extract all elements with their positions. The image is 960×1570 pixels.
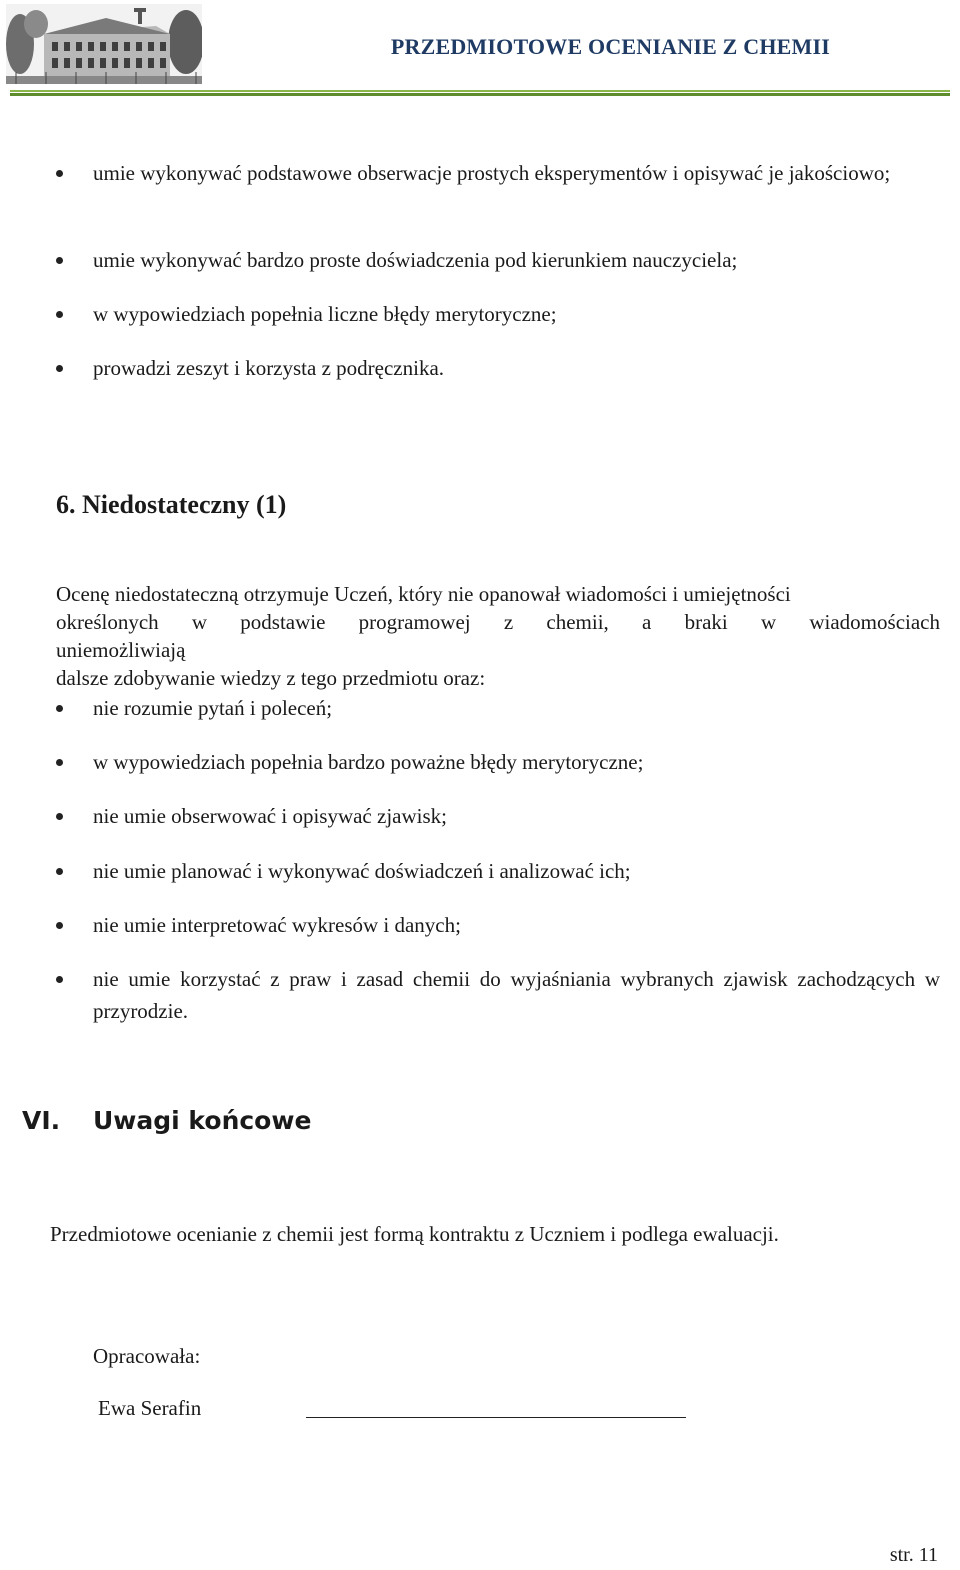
document-header-title: PRZEDMIOTOWE OCENIANIE Z CHEMII bbox=[390, 34, 830, 59]
bullet-icon bbox=[56, 170, 63, 177]
bullet-icon bbox=[56, 705, 63, 712]
section-number: VI. bbox=[22, 1106, 61, 1135]
list-item-text: w wypowiedziach popełnia liczne błędy merytoryczne; bbox=[93, 302, 557, 326]
paragraph-line: uniemożliwiają bbox=[56, 638, 186, 662]
list-item-text: nie umie interpretować wykresów i danych; bbox=[93, 913, 461, 937]
paragraph-line: określonych w podstawie programowej z chemii, a braki w wiadomościach bbox=[56, 610, 940, 634]
list-item-text: prowadzi zeszyt i korzysta z podręcznika. bbox=[93, 356, 445, 380]
bullet-icon bbox=[56, 868, 63, 875]
closing-paragraph: Przedmiotowe ocenianie z chemii jest formą kontraktu z Uczniem i podlega ewaluacji. bbox=[50, 1222, 779, 1246]
bullet-icon bbox=[56, 365, 63, 372]
list-item-text: nie umie planować i wykonywać doświadczeń i analizować ich; bbox=[93, 859, 631, 883]
bullet-icon bbox=[56, 759, 63, 766]
signature-line bbox=[306, 1417, 686, 1418]
list-item-text: nie umie obserwować i opisywać zjawisk; bbox=[93, 804, 447, 828]
list-item-text: w wypowiedziach popełnia bardzo poważne błędy merytoryczne; bbox=[93, 750, 644, 774]
section-heading: Uwagi końcowe bbox=[93, 1106, 312, 1135]
section-heading: 6. Niedostateczny (1) bbox=[56, 490, 287, 519]
author-name: Ewa Serafin bbox=[98, 1396, 202, 1420]
page-number: str. 11 bbox=[889, 1544, 938, 1566]
bullet-icon bbox=[56, 257, 63, 264]
author-label: Opracowała: bbox=[93, 1344, 201, 1368]
list-item-text: nie umie korzystać z praw i zasad chemii do wyjaśniania wybranych zjawisk zachodzących w przyrodzie. bbox=[93, 967, 940, 1023]
bullet-icon bbox=[56, 922, 63, 929]
school-building-logo-icon bbox=[6, 4, 202, 84]
bullet-icon bbox=[56, 976, 63, 983]
header-divider bbox=[10, 90, 950, 96]
bullet-icon bbox=[56, 311, 63, 318]
paragraph-line: dalsze zdobywanie wiedzy z tego przedmiotu oraz: bbox=[56, 666, 486, 690]
list-item-text: umie wykonywać bardzo proste doświadczenia pod kierunkiem nauczyciela; bbox=[93, 248, 738, 272]
list-item-text: nie rozumie pytań i poleceń; bbox=[93, 696, 333, 720]
bullet-icon bbox=[56, 813, 63, 820]
list-item-text: umie wykonywać podstawowe obserwacje prostych eksperymentów i opisywać je jakościowo; bbox=[93, 161, 891, 185]
paragraph-line: Ocenę niedostateczną otrzymuje Uczeń, który nie opanował wiadomości i umiejętności bbox=[56, 582, 791, 606]
